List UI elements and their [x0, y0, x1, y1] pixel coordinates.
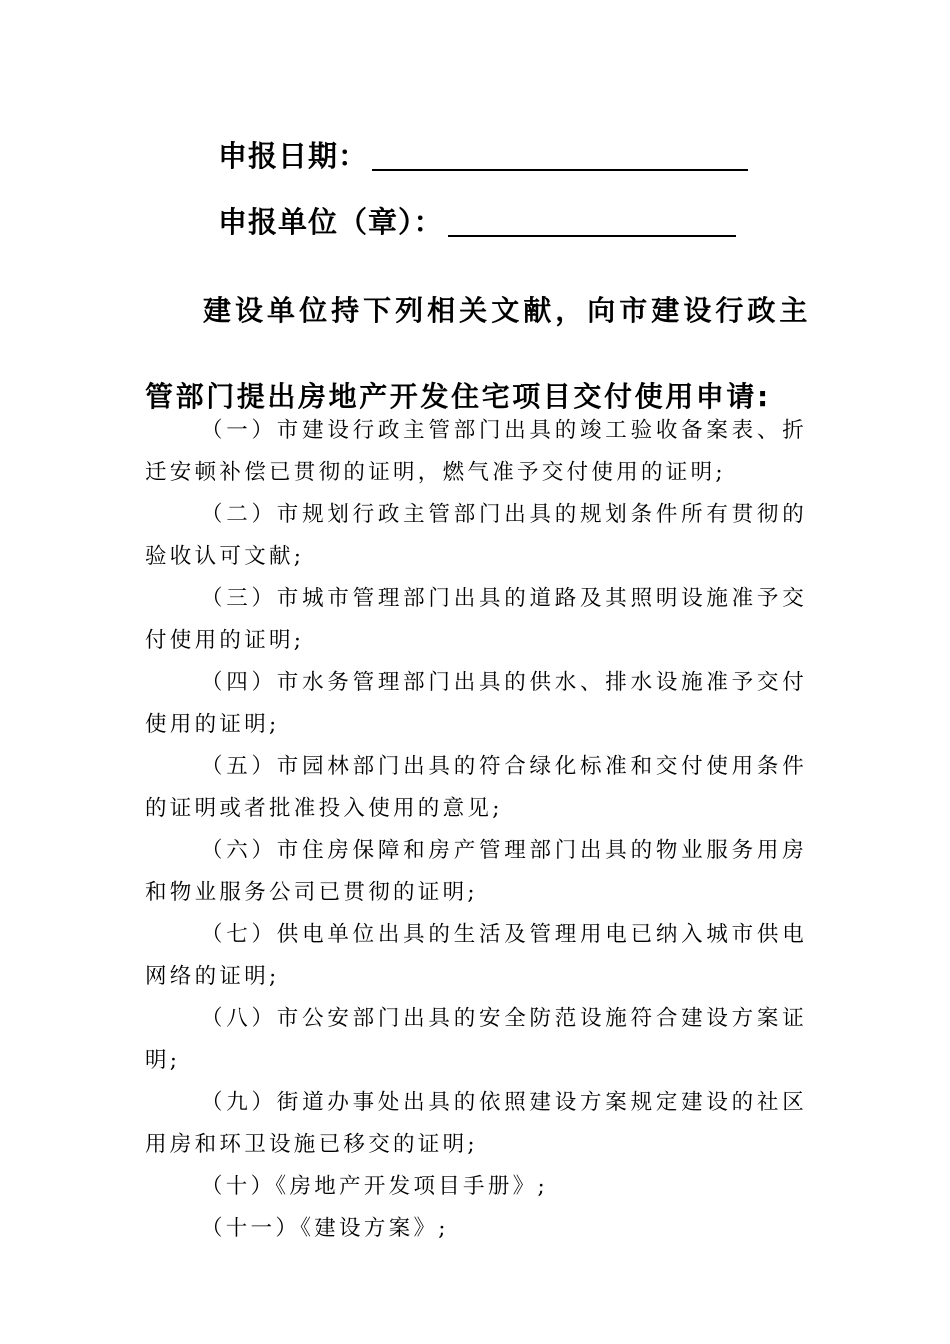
list-item: （三）市城市管理部门出具的道路及其照明设施准予交付使用的证明; — [145, 586, 807, 653]
list-item: （八）市公安部门出具的安全防范设施符合建设方案证明; — [145, 1006, 807, 1073]
document-list — [145, 410, 807, 1250]
report-unit-row — [218, 200, 736, 241]
list-item: （六）市住房保障和房产管理部门出具的物业服务用房和物业服务公司已贯彻的证明; — [145, 838, 807, 905]
list-item: （二）市规划行政主管部门出具的规划条件所有贯彻的验收认可文献; — [145, 502, 807, 569]
report-unit-label: 申报单位（章）： — [218, 205, 444, 239]
list-item: （五）市园林部门出具的符合绿化标准和交付使用条件的证明或者批准投入使用的意见; — [145, 754, 807, 821]
report-date-blank[interactable] — [372, 139, 748, 171]
report-unit-blank[interactable] — [448, 205, 736, 237]
list-item: （十）《房地产开发项目手册》; — [201, 1174, 548, 1199]
list-item: （九）街道办事处出具的依照建设方案规定建设的社区用房和环卫设施已移交的证明; — [145, 1090, 807, 1157]
report-date-row — [218, 134, 748, 175]
list-item: （十一）《建设方案》; — [201, 1216, 449, 1241]
list-item: （四）市水务管理部门出具的供水、排水设施准予交付使用的证明; — [145, 670, 807, 737]
report-date-label: 申报日期： — [218, 139, 369, 173]
list-item: （一）市建设行政主管部门出具的竣工验收备案表、折迁安顿补偿已贯彻的证明，燃气准予交付使用的证明; — [145, 418, 807, 485]
list-item: （七）供电单位出具的生活及管理用电已纳入城市供电网络的证明; — [145, 922, 807, 989]
intro-paragraph: 建设单位持下列相关文献，向市建设行政主管部门提出房地产开发住宅项目交付使用申请: — [145, 294, 810, 413]
